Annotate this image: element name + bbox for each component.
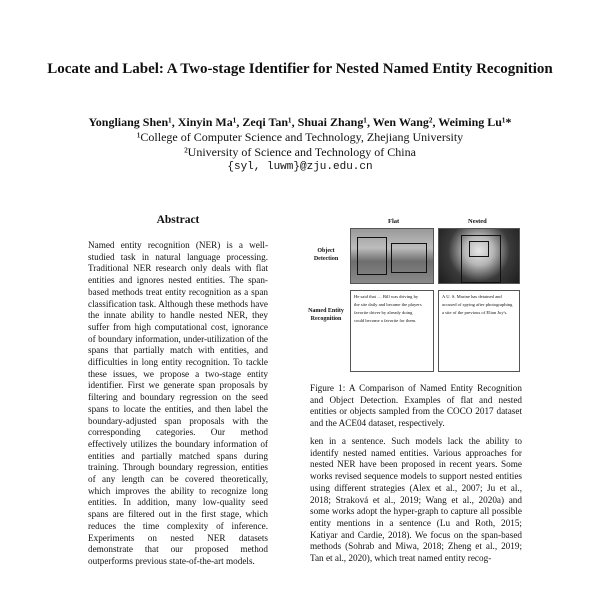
figure-1 <box>308 218 520 378</box>
ner-line: the site daily and became the players <box>354 302 422 307</box>
abstract-heading: Abstract <box>156 214 200 226</box>
bounding-box <box>357 237 387 275</box>
author-list: Yongliang Shen¹, Xinyin Ma¹, Zeqi Tan¹, Shuai Zhang¹, Wen Wang², Weiming Lu¹* <box>88 115 512 129</box>
ner-line: a site of the previous of Elian Joy's. <box>442 310 508 315</box>
paper-title: Locate and Label: A Two-stage Identifier for Nested Named Entity Recognition <box>47 61 553 77</box>
flat-detection-image <box>350 228 434 284</box>
nested-detection-image <box>438 228 520 284</box>
ner-line: could become a favorite for them. <box>354 318 417 323</box>
ner-line: favorite driver by already doing <box>354 310 413 315</box>
affiliation-2: ²University of Science and Technology of China <box>184 145 416 159</box>
bounding-box <box>469 241 489 257</box>
ner-line: He said that … Bill was driving by <box>354 294 419 299</box>
affiliation-1: ¹College of Computer Science and Technology, Zhejiang University <box>136 130 464 144</box>
author-email: {syl, luwm}@zju.edu.cn <box>227 161 373 173</box>
bounding-box <box>391 243 427 273</box>
figure-caption: Figure 1: A Comparison of Named Entity Recognition and Object Detection. Examples of flat and nested entities or objects sampled from the COCO 2017 dataset and the ACE04 dataset, respectively. <box>310 383 522 429</box>
nested-ner-example <box>438 290 520 372</box>
flat-ner-example <box>350 290 434 372</box>
figure-row-object-detection: Object Detection <box>313 248 339 262</box>
ner-line: accused of spying after photographing <box>442 302 513 307</box>
ner-line: A U. S. Marine has detained and <box>442 294 502 299</box>
abstract-text: Named entity recognition (NER) is a well-studied task in natural language processing. Traditional NER research only deals with flat entities and ignores nested entities. The span-based methods treat entity recognition as a span classification task. Although these methods have the innate ability to handle nested NER, they suffer from high computational cost, ignorance of boundary information, under-utilization of the spans that partially match with entities, and difficulties in long entity recognition. To tackle these issues, we propose a two-stage entity identifier. First we generate span proposals by filtering and boundary regression on the seed spans to locate the entities, and then label the boundary-adjusted span proposals with the corresponding categories. Our method effectively utilizes the boundary information of entities and partially matched spans during training. Through boundary regression, entities of any length can be covered theoretically, which improves the ability to recognize long entities. In addition, many low-quality seed spans are filtered out in the first stage, which reduces the time complexity of inference. Experiments on nested NER datasets demonstrate that our proposed method outperforms previous state-of-the-art models. <box>88 240 268 566</box>
figure-col-nested: Nested <box>468 218 487 225</box>
figure-col-flat: Flat <box>388 218 400 225</box>
body-text: ken in a sentence. Such models lack the ability to identify nested named entities. Various approaches for nested NER have been proposed in recent years. Some works revised sequence models to support nested entities using different strategies (Alex et al., 2007; Ju et al., 2018; Straková et al., 2019; Wang et al., 2020a) and some works adopt the hyper-graph to capture all possible entity mentions in a sentence (Lu and Roth, 2015; Katiyar and Cardie, 2018). We focus on the span-based methods (Sohrab and Miwa, 2018; Zheng et al., 2019; Tan et al., 2020), which treat named entity recog- <box>310 436 522 564</box>
figure-row-ner: Named Entity Recognition <box>308 308 344 322</box>
